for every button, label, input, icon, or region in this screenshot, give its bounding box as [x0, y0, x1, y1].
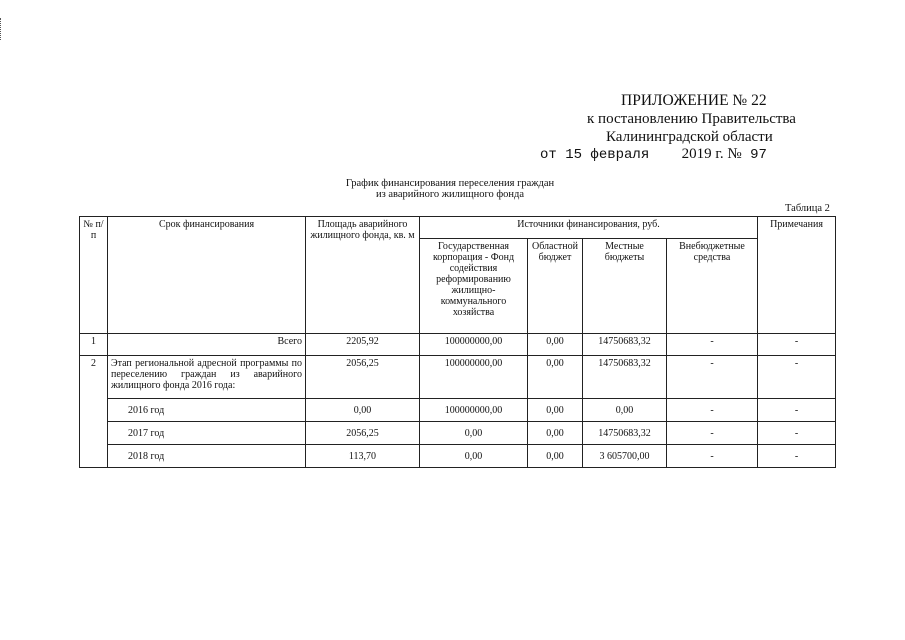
resolution-reference: к постановлению Правительства	[587, 111, 796, 127]
cell-regional: 0,00	[528, 356, 583, 399]
cell-extra: -	[667, 356, 758, 399]
cell-area: 2056,25	[306, 422, 420, 445]
region-name: Калининградской области	[606, 129, 773, 145]
header-regional: Областной бюджет	[528, 239, 583, 334]
table-row-2016	[80, 399, 836, 422]
cell-local: 14750683,32	[583, 356, 667, 399]
cell-extra: -	[667, 334, 758, 356]
date-suffix: 2019 г. №	[681, 146, 742, 162]
document-title	[300, 178, 600, 200]
cell-local: 3 605700,00	[583, 445, 667, 468]
header-num: № п/п	[80, 217, 108, 334]
cell-regional: 0,00	[528, 422, 583, 445]
cell-period: 2017 год	[108, 422, 306, 445]
cell-regional: 0,00	[528, 445, 583, 468]
title-line-2: из аварийного жилищного фонда	[375, 189, 525, 200]
cell-local: 0,00	[583, 399, 667, 422]
cell-notes: -	[758, 334, 836, 356]
cell-notes: -	[758, 399, 836, 422]
table-row-2017	[80, 422, 836, 445]
cell-fund: 100000000,00	[420, 399, 528, 422]
cell-num: 1	[80, 334, 108, 356]
cell-fund: 0,00	[420, 422, 528, 445]
cell-notes: -	[758, 422, 836, 445]
header-area: Площадь аварийного жилищного фонда, кв. м	[306, 217, 420, 334]
header-local: Местные бюджеты	[583, 239, 667, 334]
scan-margin-mark	[0, 18, 4, 40]
cell-notes: -	[758, 445, 836, 468]
table-row-2018	[80, 445, 836, 468]
title-line-1: График финансирования переселения граждан	[345, 178, 555, 189]
cell-local: 14750683,32	[583, 422, 667, 445]
header-notes: Примечания	[758, 217, 836, 334]
table-row-total	[80, 334, 836, 356]
header-row-1	[80, 217, 836, 239]
date-prefix: от	[540, 147, 557, 163]
header-extra: Внебюджетные средства	[667, 239, 758, 334]
table-label: Таблица 2	[785, 203, 830, 214]
cell-regional: 0,00	[528, 399, 583, 422]
cell-extra: -	[667, 399, 758, 422]
table-row-stage	[80, 356, 836, 399]
cell-period: Этап региональной адресной программы по переселению граждан из аварийного жилищного фонда 2016 года:	[108, 356, 306, 399]
cell-period: 2016 год	[108, 399, 306, 422]
cell-regional: 0,00	[528, 334, 583, 356]
cell-period: 2018 год	[108, 445, 306, 468]
header-period: Срок финансирования	[108, 217, 306, 334]
cell-notes: -	[758, 356, 836, 399]
cell-fund: 100000000,00	[420, 356, 528, 399]
cell-fund: 100000000,00	[420, 334, 528, 356]
cell-area: 2056,25	[306, 356, 420, 399]
cell-num: 2	[80, 356, 108, 468]
resolution-date-line	[540, 145, 767, 164]
cell-extra: -	[667, 445, 758, 468]
header-sources: Источники финансирования, руб.	[420, 217, 758, 239]
cell-area: 0,00	[306, 399, 420, 422]
resolution-number: 97	[750, 147, 767, 163]
cell-area: 113,70	[306, 445, 420, 468]
header-fund: Государственная корпорация - Фонд содействия реформированию жилищно-коммунального хозяйства	[420, 239, 528, 334]
cell-local: 14750683,32	[583, 334, 667, 356]
cell-period: Всего	[108, 334, 306, 356]
date-value: 15 февраля	[565, 147, 650, 163]
cell-extra: -	[667, 422, 758, 445]
financing-table	[79, 216, 836, 468]
cell-area: 2205,92	[306, 334, 420, 356]
appendix-number: ПРИЛОЖЕНИЕ № 22	[621, 92, 767, 109]
cell-fund: 0,00	[420, 445, 528, 468]
